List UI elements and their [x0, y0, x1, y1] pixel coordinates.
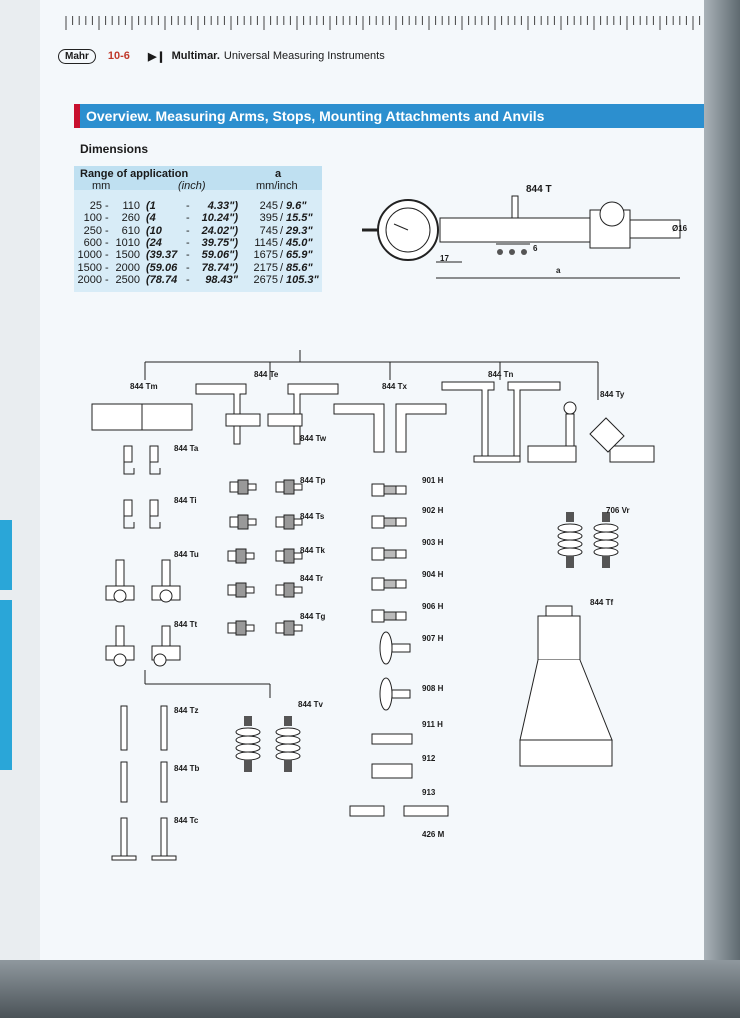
cell-mm-from: 1000 [77, 249, 102, 262]
unit-mm: mm [92, 180, 111, 192]
label-913: 913 [422, 788, 436, 797]
label-844-tv: 844 Tv [298, 700, 323, 709]
separator: - [186, 236, 190, 249]
cell-a-mm: 2175 [253, 261, 278, 274]
label-844-tt: 844 Tt [174, 620, 198, 629]
label-844-tp: 844 Tp [300, 476, 326, 485]
label-844-ti: 844 Ti [174, 496, 197, 505]
separator: - [186, 261, 190, 274]
unit-a: mm/inch [256, 180, 298, 192]
cell-mm-to: 1010 [115, 236, 140, 249]
label-844-tm: 844 Tm [130, 382, 158, 391]
brand-logo: Mahr [58, 49, 96, 64]
section-arrow-icon: ▶❙ [147, 50, 166, 63]
label-706-vr: 706 Vr [606, 506, 630, 515]
separator: - [186, 224, 190, 237]
label-844-tx: 844 Tx [382, 382, 407, 391]
label-901h: 901 H [422, 476, 444, 485]
col-a-header: a [275, 168, 282, 180]
separator: - [186, 212, 190, 225]
cell-a-mm: 745 [259, 224, 278, 237]
cell-a-mm: 1145 [254, 236, 278, 249]
cell-a-in: 105.3" [286, 273, 319, 286]
cell-in-from: (10 [146, 224, 162, 237]
label-844-tn: 844 Tn [488, 370, 514, 379]
brand-name: Multimar. [171, 50, 220, 62]
separator: / [280, 212, 284, 225]
label-903h: 903 H [422, 538, 444, 547]
dimensions-heading: Dimensions [80, 142, 149, 156]
cell-a-mm: 395 [259, 212, 278, 225]
label-844-ty: 844 Ty [600, 390, 625, 399]
separator: / [280, 224, 284, 237]
cell-in-from: (59.06 [146, 261, 178, 274]
cell-mm-to: 110 [122, 200, 140, 212]
dim-17-label: 17 [440, 254, 449, 263]
cell-mm-to: 260 [121, 212, 140, 225]
cell-mm-from: 2000 [77, 273, 102, 286]
separator: - [186, 249, 190, 262]
page-number: 10-6 [107, 50, 130, 62]
section-banner: Overview. Measuring Arms, Stops, Mounting Attachments and Anvils [74, 104, 704, 128]
label-902h: 902 H [422, 506, 444, 515]
label-907h: 907 H [422, 634, 444, 643]
cell-in-from: (4 [146, 212, 156, 225]
cell-in-to: 39.75") [201, 236, 238, 249]
separator: - [105, 236, 109, 249]
cell-a-mm: 1675 [253, 249, 278, 262]
cell-in-to: 10.24") [201, 212, 238, 225]
separator: - [105, 273, 109, 286]
label-906h: 906 H [422, 602, 444, 611]
separator: / [280, 273, 284, 286]
col-range-header: Range of application [80, 168, 189, 180]
cell-in-from: (78.74 [146, 273, 178, 286]
cell-in-to: 78.74") [201, 261, 238, 274]
cell-in-from: (39.37 [146, 249, 178, 262]
label-904h: 904 H [422, 570, 444, 579]
unit-inch: (inch) [178, 180, 206, 192]
cell-mm-to: 610 [121, 224, 140, 237]
cell-a-in: 65.9" [286, 249, 313, 262]
cell-a-in: 45.0" [286, 236, 313, 249]
cell-a-mm: 2675 [253, 273, 278, 286]
label-908h: 908 H [422, 684, 444, 693]
label-912: 912 [422, 754, 436, 763]
cell-mm-from: 1500 [77, 261, 102, 274]
cell-in-from: (24 [146, 236, 162, 249]
cell-a-in: 29.3" [286, 224, 313, 237]
label-911h: 911 H [422, 720, 443, 729]
separator: - [105, 224, 109, 237]
cell-mm-from: 100 [83, 212, 102, 225]
cell-mm-from: 600 [83, 236, 102, 249]
cell-a-in: 15.5" [286, 212, 313, 225]
section-subtitle: Universal Measuring Instruments [223, 50, 385, 62]
cell-a-in: 9.6" [286, 200, 307, 212]
cell-in-to: 98.43" [205, 273, 238, 286]
cell-a-in: 85.6" [286, 261, 313, 274]
label-844-tz: 844 Tz [174, 706, 199, 715]
label-844-tb: 844 Tb [174, 764, 200, 773]
dim-side-label: Ø16 [672, 224, 688, 233]
cell-mm-from: 25 [89, 200, 102, 212]
cell-in-to: 4.33") [207, 200, 238, 212]
cell-in-to: 59.06") [201, 249, 238, 262]
label-844-tc: 844 Tc [174, 816, 199, 825]
label-844-ta: 844 Ta [174, 444, 199, 453]
separator: / [280, 200, 284, 212]
separator: - [186, 273, 190, 286]
label-844-tw: 844 Tw [300, 434, 327, 443]
cell-mm-to: 2000 [115, 261, 140, 274]
label-844-tu: 844 Tu [174, 550, 199, 559]
cell-in-to: 24.02") [201, 224, 238, 237]
separator: / [280, 261, 284, 274]
instrument-label: 844 T [526, 184, 552, 195]
separator: - [105, 200, 109, 212]
label-844-tr: 844 Tr [300, 574, 324, 583]
separator: / [280, 249, 284, 262]
label-844-ts: 844 Ts [300, 512, 325, 521]
label-844-te: 844 Te [254, 370, 279, 379]
cell-in-from: (1 [146, 200, 156, 212]
label-426m: 426 M [422, 830, 445, 839]
label-844-tf: 844 Tf [590, 598, 614, 607]
dim-a-label: a [556, 266, 561, 275]
separator: - [186, 200, 190, 212]
cell-mm-to: 1500 [115, 249, 140, 262]
cell-mm-to: 2500 [115, 273, 140, 286]
label-844-tg: 844 Tg [300, 612, 326, 621]
separator: - [105, 212, 109, 225]
label-844-tk: 844 Tk [300, 546, 325, 555]
separator: - [105, 261, 109, 274]
separator: - [105, 249, 109, 262]
instrument-drawing [362, 196, 680, 278]
dim-6-label: 6 [533, 244, 538, 253]
cell-a-mm: 245 [259, 200, 278, 212]
separator: / [280, 236, 284, 249]
cell-mm-from: 250 [83, 224, 102, 237]
